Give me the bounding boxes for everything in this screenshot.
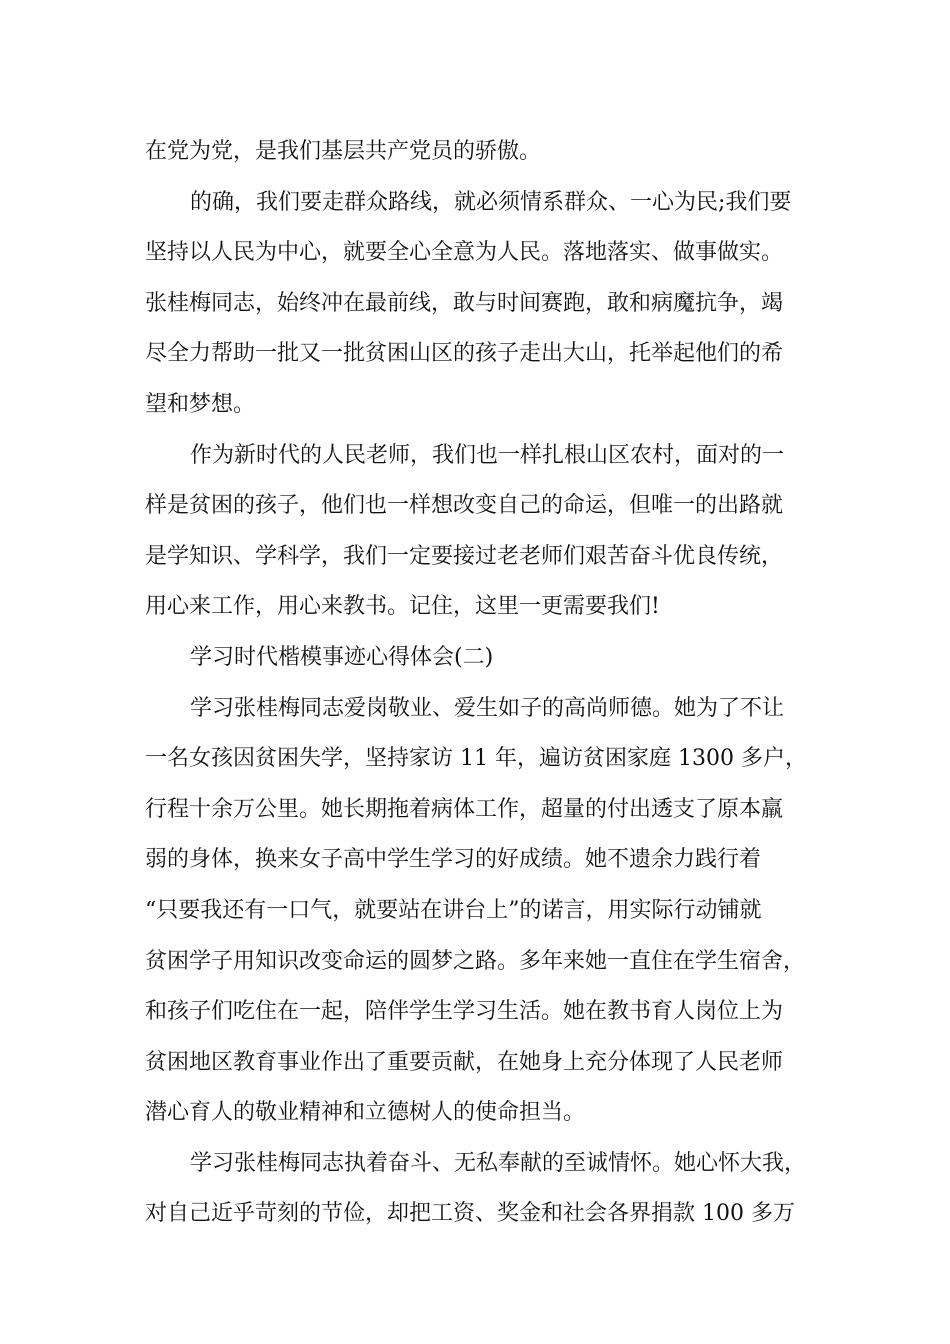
text-line: 作为新时代的人民老师，我们也一样扎根山区农村，面对的一 xyxy=(190,442,785,468)
text-line: 尽全力帮助一批又一批贫困山区的孩子走出大山，托举起他们的希 xyxy=(145,341,784,367)
text-line: 的确，我们要走群众路线，就必须情系群众、一心为民;我们要 xyxy=(190,189,792,215)
text-line: 望和梦想。 xyxy=(145,391,256,417)
text-line: 是学知识、学科学，我们一定要接过老老师们艰苦奋斗优良传统， xyxy=(145,543,784,569)
text-line: 行程十余万公里。她长期拖着病体工作，超量的付出透支了原本羸 xyxy=(145,796,784,822)
text-line: 对自己近乎苛刻的节俭，却把工资、奖金和社会各界捐款 100 多万 xyxy=(145,1201,795,1227)
text-line: 学习张桂梅同志爱岗敬业、爱生如子的高尚师德。她为了不让 xyxy=(190,695,785,721)
text-line: 张桂梅同志，始终冲在最前线，敢与时间赛跑，敢和病魔抗争，竭 xyxy=(145,290,784,316)
text-line: 一名女孩因贫困失学，坚持家访 11 年，遍访贫困家庭 1300 多户， xyxy=(145,746,807,772)
text-line: 潜心育人的敬业精神和立德树人的使命担当。 xyxy=(145,1100,586,1126)
text-line: 样是贫困的孩子，他们也一样想改变自己的命运，但唯一的出路就 xyxy=(145,493,784,519)
text-line: 弱的身体，换来女子高中学生学习的好成绩。她不遗余力践行着 xyxy=(145,847,762,873)
document-body xyxy=(145,127,825,1240)
text-line: 贫困学子用知识改变命运的圆梦之路。多年来她一直住在学生宿舍， xyxy=(145,948,806,974)
text-line: 贫困地区教育事业作出了重要贡献，在她身上充分体现了人民老师 xyxy=(145,1049,784,1075)
text-line: 用心来工作，用心来教书。记住，这里一更需要我们! xyxy=(145,594,660,620)
text-line: 学习张桂梅同志执着奋斗、无私奉献的至诚情怀。她心怀大我， xyxy=(190,1150,807,1176)
text-line: 在党为党，是我们基层共产党员的骄傲。 xyxy=(145,139,542,164)
text-line: 和孩子们吃住在一起，陪伴学生学习生活。她在教书育人岗位上为 xyxy=(145,999,784,1025)
section-heading: 学习时代楷模事迹心得体会(二) xyxy=(190,644,494,670)
text-line: “只要我还有一口气，就要站在讲台上”的诺言，用实际行动铺就 xyxy=(145,897,762,923)
text-line: 坚持以人民为中心，就要全心全意为人民。落地落实、做事做实。 xyxy=(145,240,784,266)
